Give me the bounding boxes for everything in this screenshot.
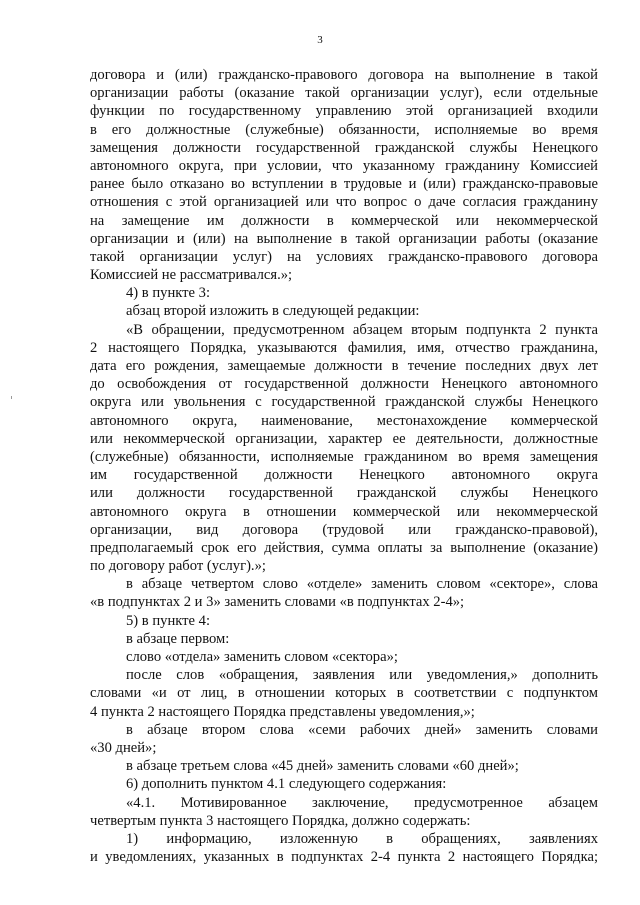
text-line: в абзаце первом:: [126, 630, 230, 647]
text-line: четвертым пункта 3 настоящего Порядка, должно содержать:: [90, 812, 471, 829]
text-line: организации, вид договора (трудовой или гражданско-правовой),: [90, 521, 598, 538]
text-line: словами «и от лиц, в отношении которых в соответствии с подпунктом: [90, 685, 598, 702]
text-line: по договору работ (услуг).»;: [90, 558, 266, 575]
text-line: предполагаемый срок его действия, сумма оплаты за выполнение (оказание): [90, 539, 598, 556]
text-line: или должности государственной гражданской службы Ненецкого: [90, 485, 598, 502]
text-line: автономного округа, наименование, местонахождение коммерческой: [90, 412, 598, 429]
document-body: [90, 66, 598, 866]
text-line: в абзаце третьем слова «45 дней» заменить словами «60 дней»;: [126, 758, 519, 775]
text-line: автономного округа в отношении коммерческой или некоммерческой: [90, 503, 598, 520]
text-line: в его должностные (служебные) обязанности, исполняемые во время: [90, 121, 598, 138]
text-line: в абзаце втором слова «семи рабочих дней» заменить словами: [126, 721, 598, 738]
text-line: на замещение им должности в коммерческой или некоммерческой: [90, 212, 598, 229]
text-line: (служебные) обязанности, исполняемые гражданином во время замещения: [90, 448, 598, 465]
text-line: им государственной должности Ненецкого автономного округа: [90, 467, 598, 484]
text-line: и уведомлениях, указанных в подпунктах 2-4 пункта 2 настоящего Порядка;: [90, 849, 598, 866]
text-line: 2 настоящего Порядка, указываются фамилия, имя, отчество гражданина,: [90, 339, 598, 356]
page-number: 3: [317, 34, 323, 46]
scan-mark: [11, 396, 12, 399]
text-line: организации работы (оказание такой организации услуг), если отдельные: [90, 85, 598, 102]
text-line: «4.1. Мотивированное заключение, предусмотренное абзацем: [126, 794, 598, 811]
text-line: «30 дней»;: [90, 739, 157, 756]
text-line: договора и (или) гражданско-правового договора на выполнение в такой: [90, 67, 598, 83]
text-line: отношения с этой организацией или что вопрос о даче согласия гражданину: [90, 194, 598, 211]
text-line: замещения должности государственной гражданской службы Ненецкого: [90, 139, 598, 156]
text-line: Комиссией не рассматривался.»;: [90, 267, 293, 284]
text-line: абзац второй изложить в следующей редакции:: [126, 303, 420, 320]
text-line: до освобождения от государственной должности Ненецкого автономного: [90, 376, 598, 393]
text-line: «В обращении, предусмотренном абзацем вторым подпункта 2 пункта: [126, 321, 598, 338]
text-line: «в подпунктах 2 и 3» заменить словами «в подпунктах 2-4»;: [90, 594, 465, 611]
text-line: автономного округа, при условии, что указанному гражданину Комиссией: [90, 157, 598, 174]
text-line: функции по государственному управлению этой организацией входили: [90, 103, 598, 120]
text-line: 4 пункта 2 настоящего Порядка представлены уведомления,»;: [90, 703, 475, 720]
text-line: организации и (или) на выполнение в такой организации работы (оказание: [90, 230, 598, 247]
text-line: после слов «обращения, заявления или уведомления,» дополнить: [126, 667, 598, 684]
text-line: ранее было отказано во вступлении в трудовые и (или) гражданско-правовые: [90, 176, 598, 193]
text-line: слово «отдела» заменить словом «сектора»;: [126, 649, 398, 665]
text-line: или некоммерческой организации, характер ее деятельности, должностные: [90, 430, 598, 447]
text-line: 4) в пункте 3:: [126, 285, 211, 302]
text-line: округа или увольнения с государственной гражданской службы Ненецкого: [90, 394, 598, 411]
text-line: в абзаце четвертом слово «отделе» заменить словом «секторе», слова: [126, 576, 598, 593]
text-line: 6) дополнить пунктом 4.1 следующего содержания:: [126, 776, 447, 793]
text-line: дата его рождения, замещаемые должности в течение последних двух лет: [90, 358, 598, 374]
text-line: 5) в пункте 4:: [126, 612, 211, 629]
text-line: такой организации услуг) на условиях гражданско-правового договора: [90, 248, 598, 265]
text-line: 1) информацию, изложенную в обращениях, заявлениях: [126, 830, 598, 847]
